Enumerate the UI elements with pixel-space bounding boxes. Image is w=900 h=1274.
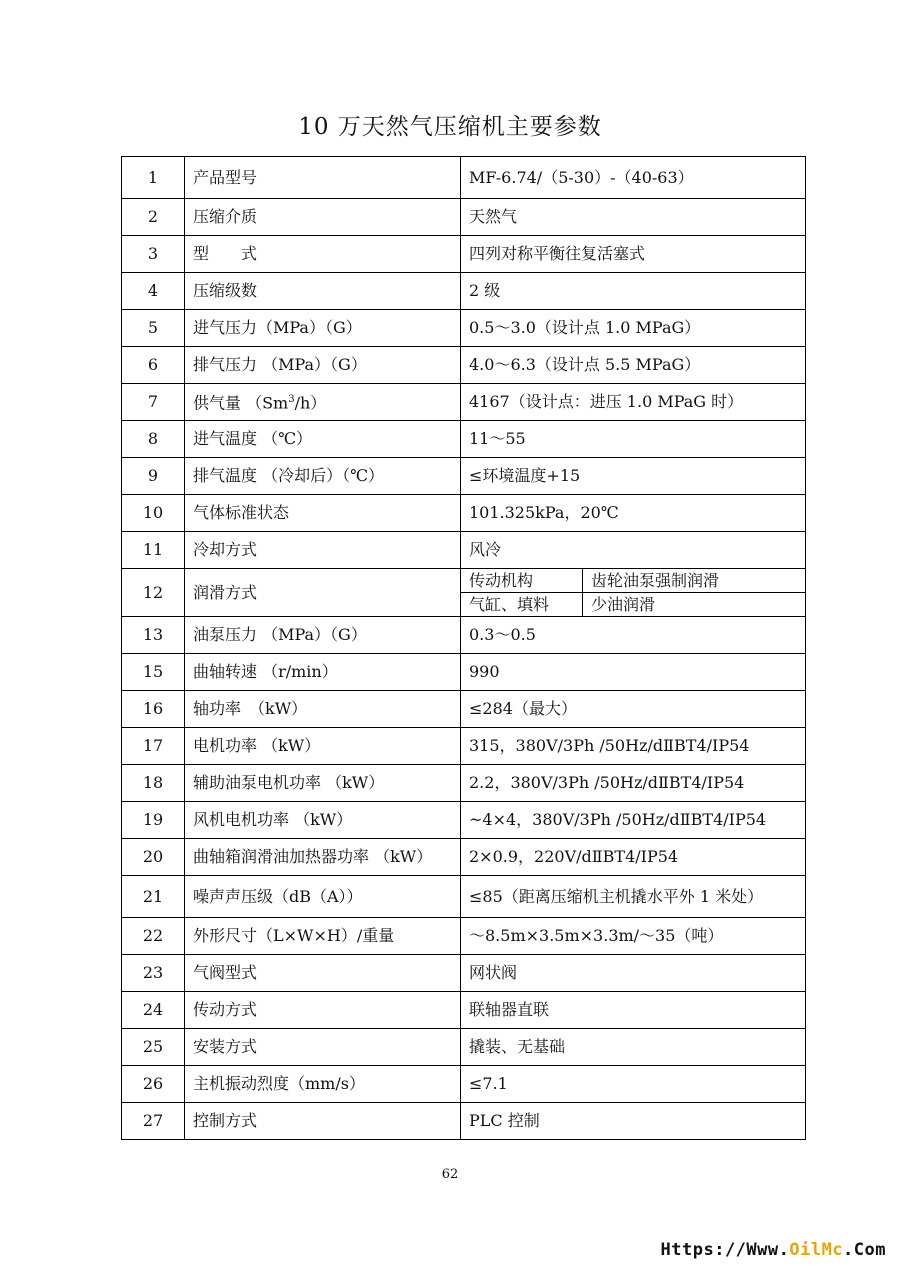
parameter-name: 轴功率 （kW） xyxy=(185,691,461,728)
watermark-brand: OilMc xyxy=(789,1240,844,1260)
parameter-value: ~4×4，380V/3Ph /50Hz/dⅡBT4/IP54 xyxy=(461,802,806,839)
parameter-value: ≤85（距离压缩机主机撬水平外 1 米处） xyxy=(461,876,806,918)
parameter-value: PLC 控制 xyxy=(461,1103,806,1140)
table-row xyxy=(122,347,806,384)
table-row xyxy=(122,1103,806,1140)
table-row xyxy=(122,1029,806,1066)
row-number: 11 xyxy=(122,532,185,569)
parameter-value: 990 xyxy=(461,654,806,691)
parameter-name: 产品型号 xyxy=(185,157,461,199)
table-row xyxy=(122,384,806,421)
row-number: 16 xyxy=(122,691,185,728)
row-number: 13 xyxy=(122,617,185,654)
parameter-value: 0.5～3.0（设计点 1.0 MPaG） xyxy=(461,310,806,347)
row-number: 25 xyxy=(122,1029,185,1066)
parameter-value: 四列对称平衡往复活塞式 xyxy=(461,236,806,273)
row-number: 24 xyxy=(122,992,185,1029)
page-number: 62 xyxy=(441,1167,459,1182)
row-number: 17 xyxy=(122,728,185,765)
parameter-name: 排气压力 （MPa）（G） xyxy=(185,347,461,384)
row-number: 20 xyxy=(122,839,185,876)
parameter-value: 2×0.9，220V/dⅡBT4/IP54 xyxy=(461,839,806,876)
parameter-value: ≤环境温度+15 xyxy=(461,458,806,495)
parameter-value: 315，380V/3Ph /50Hz/dⅡBT4/IP54 xyxy=(461,728,806,765)
lubrication-method: 齿轮油泵强制润滑 xyxy=(583,569,806,593)
parameter-name: 进气压力（MPa）（G） xyxy=(185,310,461,347)
parameter-name: 冷却方式 xyxy=(185,532,461,569)
watermark-suffix: .Com xyxy=(843,1240,886,1260)
lubrication-part: 气缸、填料 xyxy=(461,593,583,617)
row-number: 26 xyxy=(122,1066,185,1103)
parameter-value: ≤7.1 xyxy=(461,1066,806,1103)
parameter-name: 曲轴转速 （r/min） xyxy=(185,654,461,691)
table-row xyxy=(122,765,806,802)
parameter-name: 辅助油泵电机功率 （kW） xyxy=(185,765,461,802)
table-row xyxy=(122,532,806,569)
parameter-value: 网状阀 xyxy=(461,955,806,992)
row-number: 19 xyxy=(122,802,185,839)
row-number: 9 xyxy=(122,458,185,495)
parameter-name-part: 供气量 （Sm xyxy=(193,393,289,413)
parameter-name: 型 式 xyxy=(185,236,461,273)
parameter-value: ≤284（最大） xyxy=(461,691,806,728)
page-title: 10 万天然气压缩机主要参数 xyxy=(298,114,602,140)
table-row xyxy=(122,157,806,199)
parameter-value: 联轴器直联 xyxy=(461,992,806,1029)
parameter-name xyxy=(185,384,461,421)
row-number: 22 xyxy=(122,918,185,955)
parameter-name-part: /h） xyxy=(294,393,327,413)
parameter-value: ～8.5m×3.5m×3.3m/～35（吨） xyxy=(461,918,806,955)
table-row xyxy=(122,569,806,593)
row-number: 2 xyxy=(122,199,185,236)
table-row xyxy=(122,728,806,765)
parameter-name: 噪声声压级（dB（A）） xyxy=(185,876,461,918)
table-row xyxy=(122,458,806,495)
row-number: 10 xyxy=(122,495,185,532)
table-row xyxy=(122,617,806,654)
site-watermark xyxy=(661,1240,886,1260)
parameter-name: 气阀型式 xyxy=(185,955,461,992)
parameter-name: 曲轴箱润滑油加热器功率 （kW） xyxy=(185,839,461,876)
parameter-name: 压缩级数 xyxy=(185,273,461,310)
table-row xyxy=(122,495,806,532)
parameter-value: MF-6.74/（5-30）-（40-63） xyxy=(461,157,806,199)
parameters-table-body xyxy=(122,157,806,1140)
table-row xyxy=(122,199,806,236)
superscript: 3 xyxy=(288,394,295,406)
table-row xyxy=(122,918,806,955)
row-number: 8 xyxy=(122,421,185,458)
row-number: 4 xyxy=(122,273,185,310)
parameter-value: 101.325kPa，20℃ xyxy=(461,495,806,532)
row-number: 23 xyxy=(122,955,185,992)
parameter-name: 传动方式 xyxy=(185,992,461,1029)
parameter-value: 2 级 xyxy=(461,273,806,310)
row-number: 27 xyxy=(122,1103,185,1140)
parameter-value: 撬装、无基础 xyxy=(461,1029,806,1066)
parameter-name: 安装方式 xyxy=(185,1029,461,1066)
row-number: 1 xyxy=(122,157,185,199)
table-row xyxy=(122,839,806,876)
parameter-name: 油泵压力 （MPa）（G） xyxy=(185,617,461,654)
parameter-value: 4167（设计点：进压 1.0 MPaG 时） xyxy=(461,384,806,421)
parameter-value: 11～55 xyxy=(461,421,806,458)
table-row xyxy=(122,421,806,458)
lubrication-part: 传动机构 xyxy=(461,569,583,593)
parameter-name: 控制方式 xyxy=(185,1103,461,1140)
parameter-value: 天然气 xyxy=(461,199,806,236)
watermark-prefix: Https://Www. xyxy=(660,1240,790,1260)
table-row xyxy=(122,273,806,310)
parameter-value: 风冷 xyxy=(461,532,806,569)
table-row xyxy=(122,955,806,992)
parameter-value: 0.3～0.5 xyxy=(461,617,806,654)
parameter-name: 电机功率 （kW） xyxy=(185,728,461,765)
row-number: 3 xyxy=(122,236,185,273)
row-number: 5 xyxy=(122,310,185,347)
parameters-table xyxy=(121,156,806,1140)
parameter-name: 压缩介质 xyxy=(185,199,461,236)
table-row xyxy=(122,992,806,1029)
row-number: 15 xyxy=(122,654,185,691)
table-row xyxy=(122,691,806,728)
table-row xyxy=(122,1066,806,1103)
row-number: 18 xyxy=(122,765,185,802)
table-row xyxy=(122,876,806,918)
parameter-name: 外形尺寸（L×W×H）/重量 xyxy=(185,918,461,955)
row-number: 21 xyxy=(122,876,185,918)
parameter-name: 气体标准状态 xyxy=(185,495,461,532)
parameter-name: 风机电机功率 （kW） xyxy=(185,802,461,839)
row-number: 12 xyxy=(122,569,185,617)
parameter-value: 2.2，380V/3Ph /50Hz/dⅡBT4/IP54 xyxy=(461,765,806,802)
parameter-name: 进气温度 （℃） xyxy=(185,421,461,458)
lubrication-method: 少油润滑 xyxy=(583,593,806,617)
table-row xyxy=(122,236,806,273)
table-row xyxy=(122,310,806,347)
table-row xyxy=(122,802,806,839)
row-number: 7 xyxy=(122,384,185,421)
table-row xyxy=(122,654,806,691)
parameter-name: 主机振动烈度（mm/s） xyxy=(185,1066,461,1103)
parameter-value: 4.0～6.3（设计点 5.5 MPaG） xyxy=(461,347,806,384)
row-number: 6 xyxy=(122,347,185,384)
parameter-name: 排气温度 （冷却后）（℃） xyxy=(185,458,461,495)
parameter-name: 润滑方式 xyxy=(185,569,461,617)
